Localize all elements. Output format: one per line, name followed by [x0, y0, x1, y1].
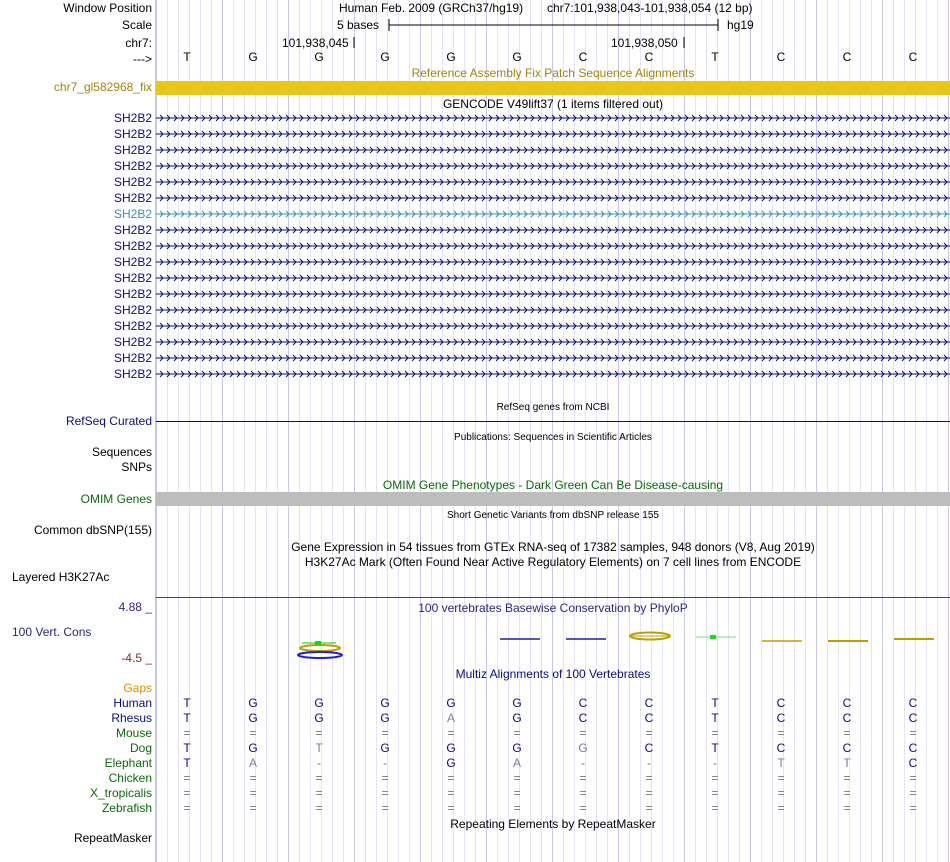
gencode-transcript[interactable] — [156, 371, 950, 377]
alignment-base: C — [776, 711, 786, 725]
alignment-base: G — [248, 711, 258, 725]
reference-base: C — [578, 50, 588, 64]
gencode-item-label[interactable]: SH2B2 — [113, 239, 152, 253]
strand-label: ---> — [133, 52, 152, 66]
assembly-name: Human Feb. 2009 (GRCh37/hg19) — [339, 1, 524, 15]
gencode-transcript[interactable] — [156, 259, 950, 265]
alignment-base: C — [908, 711, 918, 725]
gaps-label: Gaps — [123, 681, 152, 695]
gencode-transcripts[interactable] — [156, 110, 950, 400]
gencode-item-label[interactable]: SH2B2 — [113, 143, 152, 157]
alignment-base: = — [579, 726, 587, 740]
alignment-base: T — [183, 696, 191, 710]
multiz-title: Multiz Alignments of 100 Vertebrates — [455, 667, 651, 681]
publications-title: Publications: Sequences in Scientific Articles — [454, 432, 652, 443]
alignment-base: G — [446, 741, 456, 755]
refseq-gene-line[interactable] — [156, 421, 950, 422]
alignment-base: = — [183, 726, 191, 740]
alignment-base: C — [842, 696, 852, 710]
chrom-label: chr7: — [125, 36, 152, 50]
repeatmasker-track-label[interactable]: RepeatMasker — [73, 831, 152, 845]
alignment-base: - — [713, 756, 717, 770]
alignment-base: T — [315, 741, 323, 755]
alignment-base: = — [711, 771, 719, 785]
alignment-base: = — [447, 726, 455, 740]
alignment-base: = — [249, 801, 257, 815]
species-label[interactable]: Human — [113, 696, 152, 710]
alignment-base: = — [843, 771, 851, 785]
alignment-base: = — [447, 786, 455, 800]
alignment-base: = — [513, 786, 521, 800]
alignment-base: G — [314, 711, 324, 725]
alignment-base: C — [644, 696, 654, 710]
alignment-base: = — [381, 726, 389, 740]
alignment-base: = — [777, 771, 785, 785]
alignment-base: C — [644, 711, 654, 725]
species-label[interactable]: Elephant — [104, 756, 152, 770]
reference-base: C — [908, 50, 918, 64]
alignment-base: C — [908, 696, 918, 710]
alignment-base: = — [183, 771, 191, 785]
gencode-item-label[interactable]: SH2B2 — [113, 271, 152, 285]
alignment-base: - — [647, 756, 651, 770]
alignment-base: C — [842, 741, 852, 755]
alignment-base: = — [843, 801, 851, 815]
dbsnp-track-label[interactable]: Common dbSNP(155) — [33, 523, 152, 537]
gencode-transcript[interactable] — [156, 339, 950, 345]
alignment-base: = — [711, 801, 719, 815]
alignment-base: G — [512, 696, 522, 710]
alignment-base: = — [645, 726, 653, 740]
reference-base: C — [644, 50, 654, 64]
alignment-base: C — [776, 741, 786, 755]
alignment-base: = — [249, 726, 257, 740]
gencode-transcript[interactable] — [156, 355, 950, 361]
alignment-base: = — [315, 786, 323, 800]
gencode-item-label[interactable]: SH2B2 — [113, 159, 152, 173]
alignment-base: - — [383, 756, 387, 770]
gtex-title: Gene Expression in 54 tissues from GTEx RNA-seq of 17382 samples, 948 donors (V8, Aug 2019) — [291, 540, 815, 554]
gencode-item-label[interactable]: SH2B2 — [113, 127, 152, 141]
cons-title: 100 vertebrates Basewise Conservation by PhyloP — [418, 601, 688, 615]
alignment-base: C — [644, 741, 654, 755]
alignment-base: = — [381, 786, 389, 800]
alignment-base: = — [645, 771, 653, 785]
alignment-base: - — [317, 756, 321, 770]
alignment-base: = — [909, 771, 917, 785]
alignment-base: = — [447, 771, 455, 785]
alignment-base: = — [513, 726, 521, 740]
alignment-base: = — [909, 786, 917, 800]
reference-base: C — [842, 50, 852, 64]
track-label-column — [0, 0, 155, 862]
reference-base: G — [446, 50, 456, 64]
alignment-base: = — [513, 801, 521, 815]
gencode-item-label[interactable]: SH2B2 — [113, 223, 152, 237]
reference-base: G — [380, 50, 390, 64]
position-text: chr7:101,938,043-101,938,054 (12 bp) — [547, 1, 753, 15]
alignment-base: A — [446, 711, 455, 725]
publications-snps-label[interactable]: SNPs — [121, 460, 152, 474]
cons-max-label: 4.88 _ — [118, 600, 152, 614]
gencode-title: GENCODE V49lift37 (1 items filtered out) — [442, 97, 664, 111]
cons-min-label: -4.5 _ — [121, 651, 152, 665]
refseq-title: RefSeq genes from NCBI — [496, 402, 610, 413]
species-label[interactable]: Rhesus — [111, 711, 152, 725]
gencode-item-label[interactable]: SH2B2 — [113, 287, 152, 301]
alignment-base: = — [711, 726, 719, 740]
reference-base: G — [314, 50, 324, 64]
gencode-item-label[interactable]: SH2B2 — [113, 111, 152, 125]
alignment-base: = — [183, 786, 191, 800]
alignment-base: = — [513, 771, 521, 785]
reference-base: C — [776, 50, 786, 64]
alignment-base: = — [579, 771, 587, 785]
gencode-transcript[interactable] — [156, 147, 950, 153]
alignment-base: A — [512, 756, 521, 770]
alignment-base: = — [315, 726, 323, 740]
species-label[interactable]: Mouse — [115, 726, 152, 740]
species-label[interactable]: Dog — [129, 741, 152, 755]
alignment-base: = — [315, 771, 323, 785]
gencode-item-label[interactable]: SH2B2 — [113, 351, 152, 365]
alignment-base: = — [777, 801, 785, 815]
scale-label: Scale — [121, 18, 152, 32]
gencode-transcript[interactable] — [156, 307, 950, 313]
alignment-base: = — [183, 801, 191, 815]
alignment-base: = — [777, 726, 785, 740]
gencode-item-label[interactable]: SH2B2 — [113, 175, 152, 189]
reference-base: T — [711, 50, 719, 64]
alignment-base: C — [578, 696, 588, 710]
fix-patch-bar[interactable] — [156, 81, 950, 95]
alignment-base: = — [711, 786, 719, 800]
gencode-transcript[interactable] — [156, 195, 950, 201]
alignment-base: G — [380, 741, 390, 755]
cons-glyph-8 — [630, 633, 670, 640]
alignment-base: = — [843, 726, 851, 740]
alignment-base: = — [909, 801, 917, 815]
alignment-base: G — [248, 741, 258, 755]
gencode-item-label[interactable]: SH2B2 — [113, 255, 152, 269]
cons-glyph-9 — [696, 635, 736, 639]
gencode-transcript[interactable] — [156, 323, 950, 329]
alignment-base: T — [711, 741, 719, 755]
alignment-base: = — [579, 786, 587, 800]
refseq-track-label[interactable]: RefSeq Curated — [65, 414, 152, 428]
alignment-base: G — [380, 711, 390, 725]
gencode-transcript[interactable] — [156, 291, 950, 297]
alignment-base: = — [579, 801, 587, 815]
alignment-base: = — [249, 771, 257, 785]
track-image-area[interactable] — [156, 0, 950, 862]
gencode-transcript[interactable] — [156, 179, 950, 185]
coordinate-tick-2: 101,938,050 — [611, 36, 678, 50]
alignment-base: G — [380, 696, 390, 710]
cons-wiggle[interactable] — [156, 620, 950, 665]
coordinate-tick-1: 101,938,045 — [282, 36, 349, 50]
alignment-base: = — [777, 786, 785, 800]
cons-glyph-3 — [298, 641, 342, 658]
alignment-base: C — [908, 756, 918, 770]
gencode-item-label[interactable]: SH2B2 — [113, 303, 152, 317]
alignment-base: T — [711, 711, 719, 725]
alignment-base: T — [183, 741, 191, 755]
dbsnp-title: Short Genetic Variants from dbSNP release 155 — [447, 510, 659, 521]
alignment-base: = — [843, 786, 851, 800]
alignment-base: G — [248, 696, 258, 710]
alignment-base: = — [645, 786, 653, 800]
alignment-base: T — [711, 696, 719, 710]
gencode-item-label[interactable]: SH2B2 — [113, 207, 152, 221]
gencode-transcript[interactable] — [156, 211, 950, 217]
h3k27ac-track-label[interactable]: Layered H3K27Ac — [12, 570, 110, 584]
omim-track-label[interactable]: OMIM Genes — [80, 492, 152, 506]
gencode-item-label[interactable]: SH2B2 — [113, 191, 152, 205]
scale-text: 5 bases — [337, 18, 380, 32]
alignment-base: = — [381, 771, 389, 785]
gencode-item-label[interactable]: SH2B2 — [113, 335, 152, 349]
alignment-base: C — [776, 696, 786, 710]
gencode-item-label[interactable]: SH2B2 — [113, 319, 152, 333]
alignment-base: = — [249, 786, 257, 800]
alignment-base: G — [446, 756, 456, 770]
h3k27ac-baseline — [156, 597, 950, 598]
alignment-base: G — [512, 711, 522, 725]
publications-sequences-label[interactable]: Sequences — [91, 445, 152, 459]
alignment-base: T — [183, 711, 191, 725]
fix-patch-track-label[interactable]: chr7_gl582968_fix — [53, 80, 152, 94]
fix-patch-title: Reference Assembly Fix Patch Sequence Alignments — [411, 66, 695, 80]
species-label[interactable]: Zebrafish — [101, 801, 152, 815]
alignment-base: G — [512, 741, 522, 755]
gencode-transcript[interactable] — [156, 227, 950, 233]
reference-base: G — [248, 50, 258, 64]
reference-base: G — [512, 50, 522, 64]
gencode-transcript[interactable] — [156, 115, 950, 121]
reference-base: T — [183, 50, 191, 64]
gencode-transcript[interactable] — [156, 131, 950, 137]
window-position-label: Window Position — [63, 1, 152, 15]
omim-bar[interactable] — [156, 492, 950, 506]
gencode-transcript[interactable] — [156, 275, 950, 281]
alignment-base: = — [315, 801, 323, 815]
gencode-transcript[interactable] — [156, 163, 950, 169]
repeatmasker-title: Repeating Elements by RepeatMasker — [450, 817, 656, 831]
alignment-base: - — [581, 756, 585, 770]
alignment-base: C — [578, 711, 588, 725]
omim-title: OMIM Gene Phenotypes - Dark Green Can Be Disease-causing — [382, 478, 724, 492]
alignment-base: = — [381, 801, 389, 815]
cons-track-label[interactable]: 100 Vert. Cons — [12, 625, 92, 639]
species-label[interactable]: X_tropicalis — [89, 786, 152, 800]
alignment-base: = — [909, 726, 917, 740]
ruler-graphics — [156, 0, 950, 70]
alignment-base: T — [183, 756, 191, 770]
alignment-base: C — [908, 741, 918, 755]
alignment-base: C — [842, 711, 852, 725]
alignment-base: T — [777, 756, 785, 770]
species-label[interactable]: Chicken — [108, 771, 152, 785]
h3k27ac-title: H3K27Ac Mark (Often Found Near Active Regulatory Elements) on 7 cell lines from ENCODE — [304, 555, 802, 569]
alignment-base: G — [314, 696, 324, 710]
alignment-base: G — [578, 741, 588, 755]
alignment-base: = — [645, 801, 653, 815]
alignment-base: G — [446, 696, 456, 710]
alignment-base: = — [447, 801, 455, 815]
alignment-base: T — [843, 756, 851, 770]
alignment-base: A — [248, 756, 257, 770]
gencode-transcript[interactable] — [156, 243, 950, 249]
gencode-item-label[interactable]: SH2B2 — [113, 367, 152, 381]
scale-db: hg19 — [727, 18, 754, 32]
